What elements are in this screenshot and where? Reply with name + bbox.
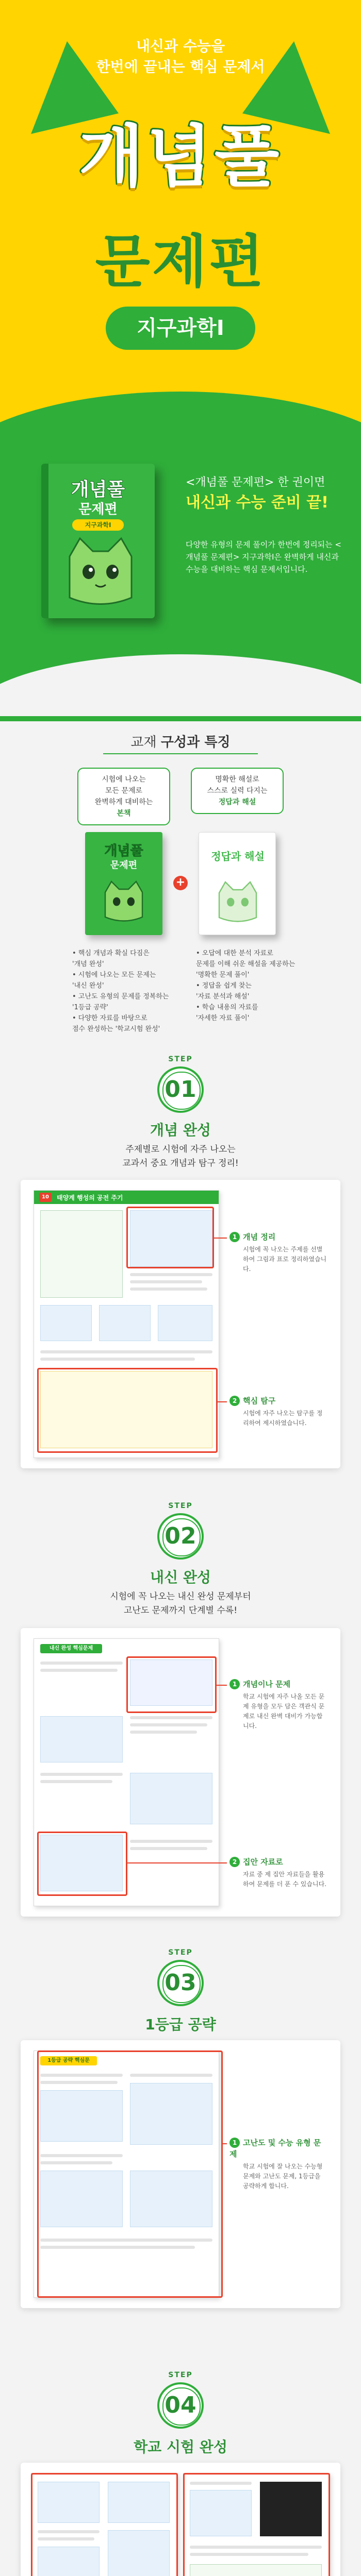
connector-line — [217, 1685, 227, 1686]
cat-face-icon — [215, 879, 261, 925]
answer-book-feature: • 학습 내용의 자료를 — [196, 1004, 258, 1011]
step-sample-panel — [21, 2463, 340, 2576]
step-description-line2: 고난도 문제까지 단계별 수록! — [123, 1605, 238, 1616]
sample-text-line — [40, 1350, 212, 1353]
step-sample-panel — [21, 1628, 340, 1917]
hero-subtitle-line2: 한번에 끝내는 핵심 문제서 — [96, 58, 265, 75]
step-description — [0, 1590, 361, 1618]
feature-callout-description: 시험에 꼭 나오는 주제를 선별하여 그림과 표로 정리하였습니다. — [243, 1246, 327, 1273]
sample-text-line — [130, 1716, 212, 1719]
feature-callout-number: 1 — [229, 1232, 240, 1242]
step-description-line1: 시험에 꼭 나오는 내신 완성 문제부터 — [110, 1591, 251, 1602]
step-label: STEP — [168, 1055, 193, 1063]
hero-tagline-line1: <개념풀 문제편> 한 권이면 — [186, 476, 325, 489]
step-label: STEP — [168, 1502, 193, 1510]
sample-text-line — [40, 1358, 195, 1361]
highlight-box — [31, 2473, 178, 2576]
book-subject-tag: 지구과학Ⅰ — [72, 519, 124, 531]
sample-page-heading: 1등급 공략 핵심문 — [40, 2056, 97, 2065]
highlight-box — [183, 2473, 330, 2576]
sample-text-line — [130, 1847, 207, 1850]
feature-callout-number: 1 — [229, 2138, 240, 2148]
plus-icon: + — [173, 876, 188, 890]
main-book-feature: • 시험에 나오는 모든 문제는 — [72, 971, 156, 979]
answer-book-feature: • 정답을 쉽게 찾는 — [196, 982, 252, 990]
step-name: 학교 시험 완성 — [134, 2438, 227, 2455]
feature-callout-title-text: 집안 자료로 — [243, 1857, 283, 1867]
step-number: 03 — [157, 1960, 204, 2006]
hero-subtitle-line1: 내신과 수능을 — [136, 38, 225, 55]
highlight-box — [37, 1368, 218, 1453]
answer-book-thumbnail — [199, 832, 276, 935]
step-description-line1: 주제별로 시험에 자주 나오는 — [125, 1144, 236, 1155]
feature-callout-title — [229, 1231, 327, 1243]
answer-book-label-line2: 스스로 실력 다지는 — [207, 787, 268, 795]
feature-callout-number: 2 — [229, 1857, 240, 1867]
answer-book-label — [191, 768, 284, 814]
main-book-thumbnail — [85, 832, 162, 935]
answer-book-features — [196, 948, 299, 1024]
feature-callout — [229, 2137, 327, 2191]
subject-badge: 지구과학Ⅰ — [106, 307, 255, 350]
step-label: STEP — [168, 2371, 193, 2379]
sample-text-line — [40, 1780, 112, 1783]
feature-callout-title-text: 핵심 탐구 — [243, 1396, 276, 1405]
step-name: 내신 완성 — [150, 1569, 211, 1586]
feature-callout-title — [229, 1856, 327, 1868]
main-book-feature: '개념 완성' — [72, 960, 104, 968]
step-sample-panel — [21, 1180, 340, 1468]
feature-callout-title — [229, 2137, 327, 2160]
feature-callout-description: 자료 중 제 집안 자료들을 활용하여 문제를 더 푼 수 있습니다. — [243, 1871, 326, 1888]
composition-title-underline — [103, 753, 258, 754]
main-book-label — [77, 768, 170, 825]
step-description-line2: 교과서 중요 개념과 탐구 정리! — [122, 1158, 239, 1168]
sample-text-line — [130, 1287, 207, 1291]
step-number: 01 — [157, 1066, 204, 1113]
step-sample-panel — [21, 2040, 340, 2308]
sample-text-line — [130, 1731, 197, 1734]
connector-line — [127, 1862, 227, 1863]
sample-text-line — [130, 1723, 207, 1726]
feature-callout — [229, 1856, 327, 1889]
feature-callout-description: 학교 시험에 잘 나오는 수능형 문제와 고난도 문제, 1등급을 공략하게 합니다. — [243, 2163, 323, 2190]
main-book-feature: '내신 완성' — [72, 982, 104, 990]
hero-tagline — [186, 474, 351, 514]
answer-book-feature: 문제를 이해 쉬운 해설을 제공하는 — [196, 960, 296, 968]
sample-text-line — [40, 1773, 123, 1776]
main-book-label-bold: 본책 — [117, 809, 131, 818]
feature-callout-description: 학교 시험에 자주 나올 모든 문제 유형을 모두 담은 객관식 문제로 내신 완벽 대비가 가능합니다. — [243, 1693, 325, 1730]
feature-callout-title — [229, 1679, 327, 1690]
composition-title-prefix: 교재 — [130, 735, 157, 750]
answer-book-feature: • 오답에 대한 분석 자료로 — [196, 950, 273, 957]
connector-line — [218, 1401, 227, 1402]
answer-book-label-bold: 정답과 해설 — [218, 798, 256, 806]
step-label: STEP — [168, 1948, 193, 1957]
composition-title — [0, 732, 361, 751]
answer-book-thumbnail-title: 정답과 해설 — [211, 850, 265, 862]
sample-figure — [99, 1305, 151, 1341]
sample-text-line — [130, 1273, 212, 1276]
sample-text-line — [40, 1662, 123, 1665]
main-book-features — [72, 948, 175, 1035]
feature-callout-title-text: 개념이나 문제 — [243, 1680, 291, 1689]
main-book-feature: • 핵심 개념과 확실 다짐은 — [72, 950, 150, 957]
feature-callout-title — [229, 1395, 327, 1406]
answer-book-feature: '명확한 문제 풀이' — [196, 971, 250, 979]
hero-title2: 문제편 — [95, 229, 266, 295]
connector-line — [214, 1238, 227, 1239]
sample-concept-box — [40, 1210, 123, 1298]
answer-book-label-line1: 명확한 해설로 — [215, 775, 259, 784]
highlight-box — [37, 2050, 223, 2298]
book-title2: 문제편 — [78, 502, 118, 517]
cat-face-icon — [62, 536, 139, 608]
sample-text-line — [130, 1840, 212, 1843]
feature-callout — [229, 1679, 327, 1731]
feature-callout — [229, 1395, 327, 1428]
answer-book-feature: '자료 분석과 해설' — [196, 993, 250, 1001]
highlight-box — [126, 1207, 214, 1268]
sample-text-line — [40, 1669, 118, 1672]
feature-callout-title-text: 고난도 및 수능 유형 문제 — [229, 2138, 321, 2159]
hero-subtitle — [0, 36, 361, 77]
main-book-feature: '1등급 공략' — [72, 1004, 108, 1011]
connector-line — [223, 2143, 227, 2144]
step-description — [0, 1143, 361, 1171]
sample-figure — [40, 1305, 92, 1341]
feature-callout — [229, 1231, 327, 1274]
answer-book-feature: '자세한 자료 풀이' — [196, 1014, 250, 1022]
composition-title-bold: 구성과 특징 — [160, 735, 231, 750]
hero-tagline-line2: 내신과 수능 준비 끝! — [186, 494, 329, 512]
feature-callout-number: 2 — [229, 1396, 240, 1406]
step-number: 04 — [157, 2382, 204, 2429]
sample-text-line — [130, 1280, 202, 1283]
sample-figure — [40, 1716, 123, 1762]
hero-yellow-background — [0, 0, 361, 422]
main-book-label-line1: 시험에 나오는 — [102, 775, 146, 784]
main-book-feature: 점수 완성하는 '학교시험 완성' — [72, 1025, 160, 1033]
main-book-feature: • 다양한 자료를 바탕으로 — [72, 1014, 147, 1022]
main-book-label-line2: 모든 문제로 — [105, 787, 143, 795]
hero-title: 개념풀 — [78, 117, 283, 196]
sample-figure — [130, 1773, 212, 1824]
feature-callout-number: 1 — [229, 1679, 240, 1689]
highlight-box — [126, 1656, 217, 1713]
step-name: 1등급 공략 — [145, 2016, 216, 2033]
highlight-box — [37, 1832, 127, 1896]
step-name: 개념 완성 — [150, 1122, 211, 1139]
feature-callout-title-text: 개념 정리 — [243, 1232, 276, 1242]
step-number: 02 — [157, 1513, 204, 1560]
sample-page-heading: 내신 완성 핵심문제 — [40, 1644, 102, 1653]
main-book-thumbnail-title2: 문제편 — [110, 860, 138, 871]
hero-description: 다양한 유형의 문제 풀이가 한번에 정리되는 <개념풀 문제편> 지구과학Ⅰ은 완벽하게 내신과 수능을 대비하는 핵심 문제서입니다. — [186, 540, 341, 574]
sample-figure — [158, 1305, 212, 1341]
book-cover — [41, 464, 155, 618]
cat-face-icon — [101, 878, 147, 925]
main-book-feature: • 고난도 유형의 문제를 정복하는 — [72, 993, 169, 1001]
book-title: 개념풀 — [71, 479, 125, 500]
sample-page-heading: 태양계 행성의 공전 주기 — [57, 1194, 123, 1201]
main-book-thumbnail-title: 개념풀 — [104, 843, 143, 859]
main-book-label-line3: 완벽하게 대비하는 — [94, 798, 153, 806]
feature-callout-description: 시험에 자주 나오는 탐구를 정리하여 제시하였습니다. — [243, 1410, 323, 1427]
sample-page-number: 10 — [39, 1193, 52, 1202]
